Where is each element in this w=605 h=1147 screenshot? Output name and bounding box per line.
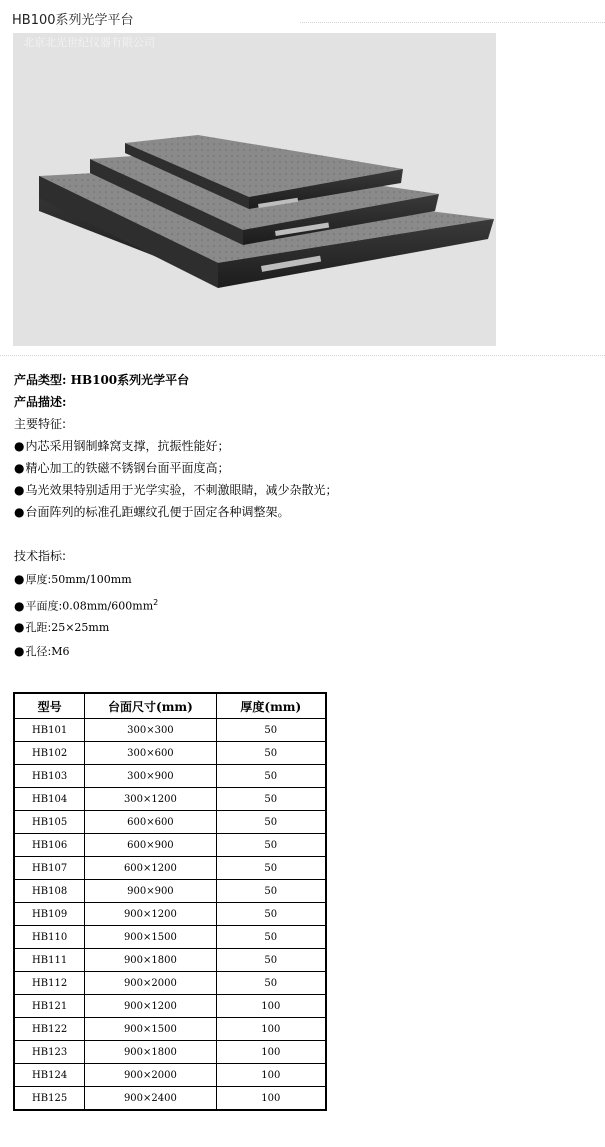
feature-item xyxy=(14,501,594,523)
cell-surface-size: 900×1800 xyxy=(85,1041,216,1064)
cell-model: HB101 xyxy=(14,719,85,742)
cell-model: HB123 xyxy=(14,1041,85,1064)
bullet-icon: ● xyxy=(14,439,25,453)
cell-surface-size: 300×1200 xyxy=(85,788,216,811)
cell-model: HB107 xyxy=(14,857,85,880)
product-type-value: HB100系列光学平台 xyxy=(70,373,190,387)
bullet-icon: ● xyxy=(14,644,25,658)
cell-surface-size: 600×900 xyxy=(85,834,216,857)
bullet-icon: ● xyxy=(14,505,25,519)
cell-model: HB108 xyxy=(14,880,85,903)
bullet-icon: ● xyxy=(14,598,25,613)
cell-model: HB112 xyxy=(14,972,85,995)
optical-table-illustration xyxy=(13,33,496,346)
cell-model: HB111 xyxy=(14,949,85,972)
header-model: 型号 xyxy=(14,693,85,719)
section-divider xyxy=(0,355,605,356)
product-photo xyxy=(13,33,496,346)
product-description xyxy=(14,369,594,663)
cell-thickness: 50 xyxy=(216,742,326,765)
spec-label: 孔径: xyxy=(25,645,52,658)
cell-surface-size: 900×900 xyxy=(85,880,216,903)
cell-surface-size: 900×1200 xyxy=(85,903,216,926)
table-row xyxy=(14,1087,326,1111)
cell-model: HB121 xyxy=(14,995,85,1018)
table-row xyxy=(14,765,326,788)
cell-model: HB102 xyxy=(14,742,85,765)
model-spec-table xyxy=(13,692,327,1111)
table-row xyxy=(14,834,326,857)
product-type-line xyxy=(14,369,594,391)
cell-surface-size: 300×300 xyxy=(85,719,216,742)
page-title: HB100系列光学平台 xyxy=(12,13,134,28)
table-row xyxy=(14,811,326,834)
cell-model: HB124 xyxy=(14,1064,85,1087)
bullet-icon: ● xyxy=(14,461,25,475)
feature-item xyxy=(14,479,594,501)
table-row xyxy=(14,857,326,880)
spec-superscript: 2 xyxy=(153,598,159,607)
cell-thickness: 50 xyxy=(216,788,326,811)
cell-thickness: 50 xyxy=(216,926,326,949)
cell-surface-size: 600×1200 xyxy=(85,857,216,880)
cell-model: HB110 xyxy=(14,926,85,949)
cell-thickness: 50 xyxy=(216,972,326,995)
cell-model: HB104 xyxy=(14,788,85,811)
cell-model: HB105 xyxy=(14,811,85,834)
cell-surface-size: 300×900 xyxy=(85,765,216,788)
cell-thickness: 50 xyxy=(216,719,326,742)
spec-hole xyxy=(14,639,594,663)
cell-model: HB106 xyxy=(14,834,85,857)
table-row xyxy=(14,995,326,1018)
table-row xyxy=(14,788,326,811)
table-row xyxy=(14,903,326,926)
spec-flatness xyxy=(14,591,594,615)
feature-text: 台面阵列的标准孔距螺纹孔便于固定各种调整架。 xyxy=(25,505,290,519)
cell-thickness: 100 xyxy=(216,1064,326,1087)
spec-pitch xyxy=(14,615,594,639)
spec-label: 厚度: xyxy=(25,573,52,586)
table-row xyxy=(14,880,326,903)
table-row xyxy=(14,949,326,972)
bullet-icon: ● xyxy=(14,483,25,497)
spec-value: 50mm/100mm xyxy=(51,573,132,586)
spec-value: M6 xyxy=(51,645,70,658)
table-row xyxy=(14,1041,326,1064)
cell-surface-size: 600×600 xyxy=(85,811,216,834)
cell-thickness: 50 xyxy=(216,811,326,834)
photo-watermark: 北京北光世纪仪器有限公司 xyxy=(23,36,155,49)
cell-thickness: 50 xyxy=(216,949,326,972)
spec-value: 25×25mm xyxy=(51,621,110,634)
feature-text: 乌光效果特别适用于光学实验，不刺激眼睛，减少杂散光； xyxy=(25,483,338,497)
bullet-icon: ● xyxy=(14,620,25,634)
cell-thickness: 50 xyxy=(216,903,326,926)
cell-surface-size: 900×2400 xyxy=(85,1087,216,1111)
table-row xyxy=(14,1018,326,1041)
table-row xyxy=(14,926,326,949)
cell-thickness: 50 xyxy=(216,834,326,857)
features-title: 主要特征: xyxy=(14,417,67,431)
product-type-label: 产品类型: xyxy=(14,373,67,387)
cell-surface-size: 300×600 xyxy=(85,742,216,765)
cell-thickness: 50 xyxy=(216,880,326,903)
table-row xyxy=(14,742,326,765)
spec-label: 平面度: xyxy=(25,599,63,613)
table-row xyxy=(14,972,326,995)
cell-surface-size: 900×1500 xyxy=(85,1018,216,1041)
cell-model: HB103 xyxy=(14,765,85,788)
cell-thickness: 100 xyxy=(216,1018,326,1041)
feature-text: 内芯采用钢制蜂窝支撑，抗振性能好； xyxy=(25,439,230,453)
table-row xyxy=(14,1064,326,1087)
spec-thickness xyxy=(14,567,594,591)
cell-surface-size: 900×1500 xyxy=(85,926,216,949)
spec-label: 孔距: xyxy=(25,621,52,634)
cell-model: HB122 xyxy=(14,1018,85,1041)
cell-thickness: 100 xyxy=(216,995,326,1018)
cell-thickness: 50 xyxy=(216,765,326,788)
bullet-icon: ● xyxy=(14,572,25,586)
cell-model: HB109 xyxy=(14,903,85,926)
cell-thickness: 100 xyxy=(216,1041,326,1064)
header-surface-size: 台面尺寸(mm) xyxy=(85,693,216,719)
cell-model: HB125 xyxy=(14,1087,85,1111)
cell-surface-size: 900×2000 xyxy=(85,1064,216,1087)
cell-surface-size: 900×1200 xyxy=(85,995,216,1018)
feature-text: 精心加工的铁磁不锈钢台面平面度高； xyxy=(25,461,230,475)
cell-surface-size: 900×2000 xyxy=(85,972,216,995)
header-divider xyxy=(300,22,605,23)
feature-item xyxy=(14,457,594,479)
table-row xyxy=(14,719,326,742)
cell-thickness: 50 xyxy=(216,857,326,880)
header-thickness: 厚度(mm) xyxy=(216,693,326,719)
table-body xyxy=(14,719,326,1111)
table-header-row xyxy=(14,693,326,719)
product-desc-label: 产品描述: xyxy=(14,395,67,409)
feature-item xyxy=(14,435,594,457)
specs-title: 技术指标: xyxy=(14,549,67,563)
cell-surface-size: 900×1800 xyxy=(85,949,216,972)
cell-thickness: 100 xyxy=(216,1087,326,1111)
spec-value: 0.08mm/600mm xyxy=(62,599,154,613)
